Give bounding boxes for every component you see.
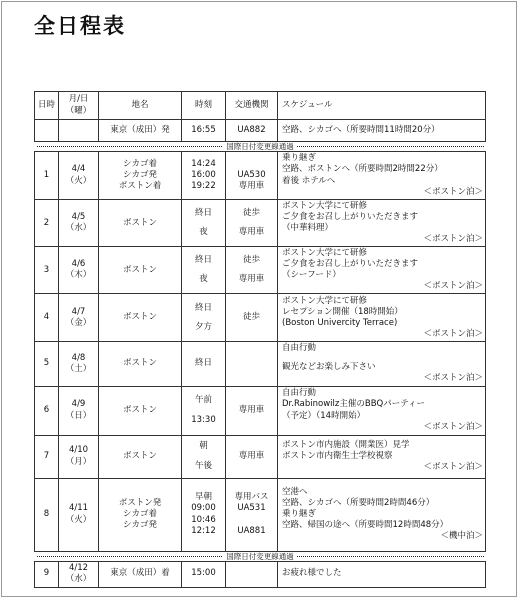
day-cell: 7 [35,435,59,478]
place-line: ボストン [122,217,157,228]
time-cell [182,152,226,200]
header-place: 地名 [99,92,182,120]
transport-line: 専用車 [238,404,265,415]
transport-line: 専用車 [238,450,265,461]
schedule-line: ご夕食をお召し上がりいただきます [282,259,419,270]
date-cell: 4/11 （火） [59,478,99,551]
time-line: 19:22 [191,181,216,192]
time-cell [182,435,226,478]
overnight-label: ＜機中泊＞ [440,531,483,542]
schedule-cell [278,152,486,200]
overnight-label: ＜ボストン泊＞ [423,373,483,384]
transport-cell [226,386,278,435]
schedule-line: ボストン市内衛生士学校視察 [282,450,393,461]
transport-cell [226,152,278,200]
place-line: ボストン [122,264,157,275]
day-cell [35,120,59,142]
place-line: 東京（成田）着 [110,568,170,579]
place-line: ボストン [122,450,157,461]
time-cell [182,200,226,247]
transport-line [228,159,275,170]
place-cell [99,120,182,142]
schedule-cell [278,294,486,342]
date-cell: 4/10 （月） [59,435,99,478]
schedule-line: （中華料理） [282,223,334,234]
schedule-line: 着後 ホテルへ [282,175,336,186]
transport-line [228,358,275,369]
date-cell: 4/6 （木） [59,247,99,294]
header-day: 日時 [35,92,59,120]
place-line: ボストン着 [118,181,162,192]
schedule-line: ボストン大学にて研修 [282,295,368,306]
itinerary-row [35,478,486,551]
place-cell [99,342,182,386]
header-date: 月/日 （曜） [59,92,99,120]
transport-cell [226,342,278,386]
time-line: 終日 [194,302,212,313]
schedule-line: 空港へ [282,486,308,497]
header-time: 時刻 [182,92,226,120]
time-line: 16:00 [191,169,216,180]
time-line: 夕方 [194,321,212,332]
day-cell: 3 [35,247,59,294]
place-line: ボストン [122,312,157,323]
time-line: 13:30 [191,414,216,425]
place-line: シカゴ着 [122,508,157,519]
date-cell: 4/12 （水） [59,561,99,587]
time-line: 10:46 [191,514,216,525]
time-line: 09:00 [191,503,216,514]
transport-line: 専用バス [234,492,269,503]
place-line: シカゴ発 [122,169,157,180]
place-line: ボストン [122,404,157,415]
place-cell [99,386,182,435]
time-line: 午後 [194,460,212,471]
schedule-cell [278,247,486,294]
time-cell [182,386,226,435]
transport-line: 専用車 [238,274,265,285]
schedule-line: （シーフード） [282,270,341,281]
schedule-line: ボストン市内施設（開業医）見学 [282,439,410,450]
time-line: 朝 [199,441,208,452]
date-cell: 4/5 （水） [59,200,99,247]
overnight-label: ＜ボストン泊＞ [423,234,483,245]
time-line: 終日 [194,358,212,369]
transport-line [228,515,275,526]
place-cell [99,478,182,551]
schedule-line: 空路、帰国の途へ（所要時間12時間48分） [282,520,449,531]
overnight-label: ＜ボストン泊＞ [423,421,483,432]
header-transport: 交通機関 [226,92,278,120]
transport-cell [226,561,278,587]
overnight-label: ＜ボストン泊＞ [423,281,483,292]
time-cell [182,120,226,142]
schedule-cell [278,342,486,386]
schedule-cell [278,200,486,247]
schedule-line: 観光などお楽しみ下さい [282,362,376,373]
transport-line [228,568,275,579]
place-cell [99,561,182,587]
schedule-line: お疲れ様でした [282,568,342,579]
itinerary-row [35,200,486,247]
time-line: 15:00 [191,568,216,579]
itinerary-table [34,91,486,588]
schedule-line: 空路、シカゴへ（所要時間11時間20分） [282,124,440,135]
place-line: ボストン発 [118,497,162,508]
transport-cell [226,435,278,478]
dateline-label: 国際日付変更線通過 [223,552,297,561]
day-cell: 4 [35,294,59,342]
date-cell: 4/4 （火） [59,152,99,200]
itinerary-row [35,120,486,142]
date-cell: 4/7 （金） [59,294,99,342]
date-cell: 4/8 （土） [59,342,99,386]
transport-cell [226,247,278,294]
overnight-label: ＜ボストン泊＞ [423,328,483,339]
transport-line: 徒歩 [242,208,260,219]
schedule-line: (Boston Univercity Terrace) [282,317,398,328]
overnight-label: ＜ボストン泊＞ [423,186,483,197]
transport-line: 徒歩 [242,255,260,266]
place-cell [99,435,182,478]
time-line: 早朝 [194,492,212,503]
transport-cell [226,120,278,142]
transport-line: UA881 [237,525,266,536]
transport-line: 徒歩 [242,312,260,323]
schedule-line: 乗り継ぎ [282,153,317,164]
day-cell: 2 [35,200,59,247]
time-cell [182,294,226,342]
schedule-line: （予定）（14時開始） [282,410,366,421]
date-cell: 4/9 （日） [59,386,99,435]
schedule-line: レセプション開催（18時開始） [282,306,403,317]
place-cell [99,152,182,200]
transport-line: UA882 [237,124,266,135]
day-cell: 9 [35,561,59,587]
page-title: 全日程表 [34,14,126,38]
date-cell [59,120,99,142]
time-cell [182,342,226,386]
itinerary-row [35,386,486,435]
transport-line: 専用車 [238,181,265,192]
schedule-cell [278,435,486,478]
place-line: シカゴ発 [122,520,157,531]
overnight-label: ＜ボストン泊＞ [423,462,483,473]
day-cell: 1 [35,152,59,200]
day-cell: 6 [35,386,59,435]
dateline-label: 国際日付変更線通過 [223,142,297,151]
place-cell [99,200,182,247]
time-cell [182,478,226,551]
place-line: シカゴ着 [122,158,157,169]
schedule-line: ボストン大学にて研修 [282,201,368,211]
place-cell [99,294,182,342]
schedule-cell [278,120,486,142]
transport-line: 専用車 [238,227,265,238]
schedule-line: Dr.Rabinowilz主催のBBQパーティー [282,399,426,410]
time-line: 夜 [199,274,208,285]
transport-cell [226,478,278,551]
schedule-line: ボストン大学にて研修 [282,248,368,259]
time-line: 12:12 [191,525,216,536]
day-cell: 8 [35,478,59,551]
day-cell: 5 [35,342,59,386]
time-line: 14:24 [191,158,216,169]
itinerary-row [35,342,486,386]
time-line: 終日 [194,255,212,266]
transport-line: UA531 [237,503,266,514]
time-line: 終日 [194,208,212,219]
schedule-cell [278,386,486,435]
dateline-row [35,551,486,561]
schedule-line: ご夕食をお召し上がりいただきます [282,212,419,223]
time-line: 16:55 [191,124,216,135]
itinerary-row [35,561,486,587]
schedule-line: 空路、シカゴへ（所要時間2時間46分） [282,497,435,508]
time-line: 夜 [199,227,208,238]
schedule-line: 自由行動 [282,343,317,354]
dateline-row [35,142,486,152]
schedule-line: 空路、ボストンへ（所要時間2時間22分） [282,164,443,175]
itinerary-row [35,435,486,478]
itinerary-row [35,247,486,294]
place-line: ボストン [122,358,157,369]
transport-cell [226,200,278,247]
time-cell [182,247,226,294]
header-row [35,92,486,120]
schedule-cell [278,561,486,587]
schedule-line: 自由行動 [282,388,317,399]
time-cell [182,561,226,587]
place-cell [99,247,182,294]
itinerary-row [35,152,486,200]
transport-cell [226,294,278,342]
schedule-cell [278,478,486,551]
transport-line: UA530 [237,169,266,180]
place-line: 東京（成田）発 [110,124,170,135]
time-line: 午前 [194,395,212,406]
schedule-line: 乗り継ぎ [282,508,317,519]
itinerary-row [35,294,486,342]
header-schedule: スケジュール [278,92,486,120]
